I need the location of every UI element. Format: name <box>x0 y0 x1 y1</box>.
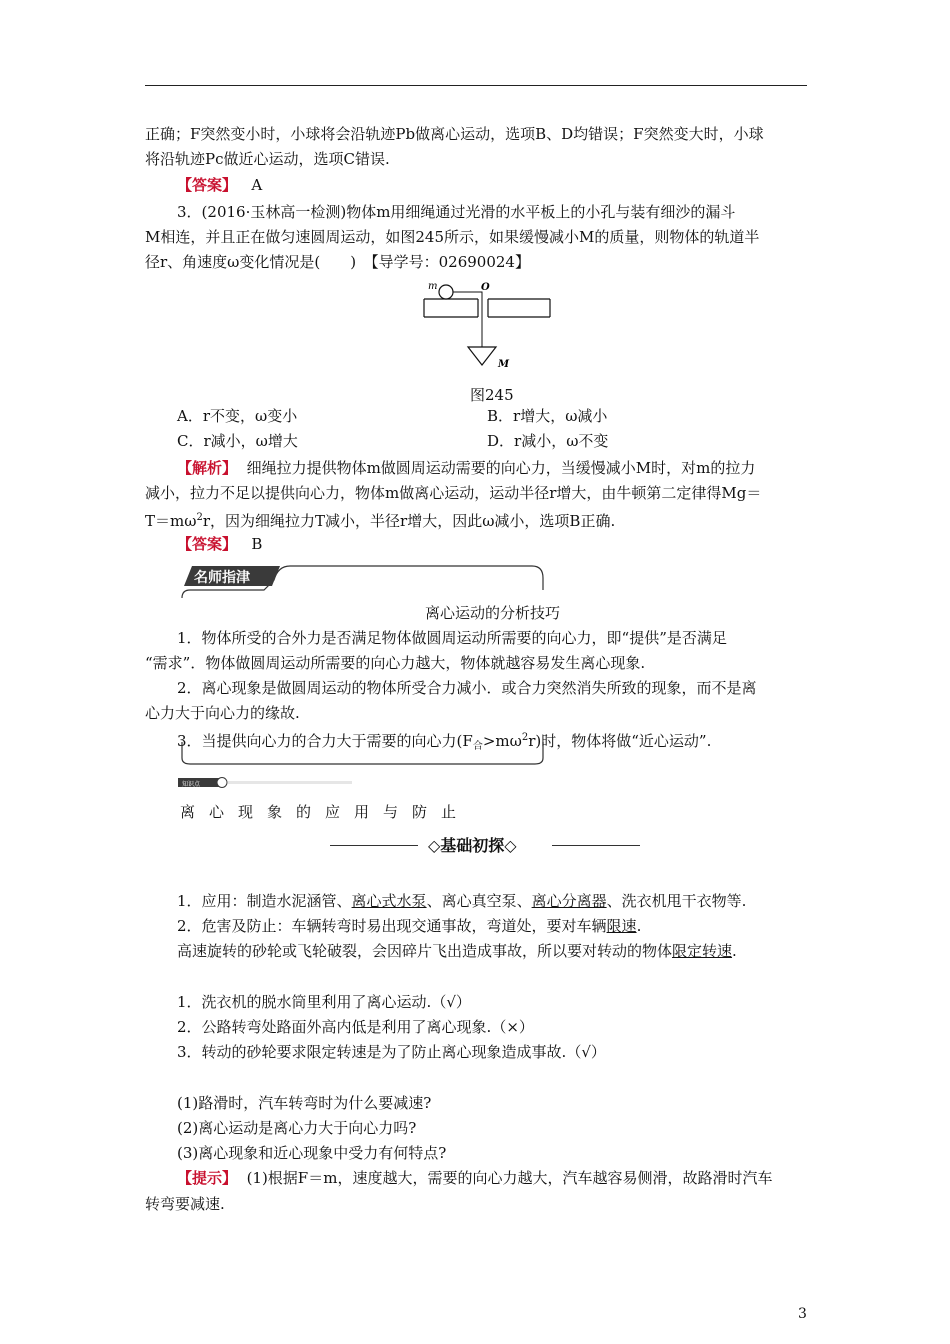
header-rule <box>145 85 807 86</box>
box-text-part: r)时，物体将做“近心运动”. <box>528 732 712 750</box>
box-text-part: >mω <box>482 732 522 750</box>
discussion-question: (2)离心运动是离心力大于向心力吗? <box>177 1119 417 1137</box>
judgment-item: 2．公路转弯处路面外高内低是利用了离心现象.（×） <box>177 1018 534 1036</box>
answer-line <box>177 534 262 554</box>
text-part: 1．应用：制造水泥涵管、 <box>177 892 352 910</box>
heading-rule-right <box>552 845 640 846</box>
figure-245 <box>418 279 558 374</box>
section-title: 离心现象的应用与防止 <box>180 803 471 821</box>
hint-text: (1)根据F＝m，速度越大，需要的向心力越大，汽车越容易侧滑，故路滑时汽车 <box>246 1169 773 1187</box>
analysis-line <box>177 458 755 478</box>
judgment-item: 1．洗衣机的脱水筒里利用了离心运动.（√） <box>177 993 471 1011</box>
text-part: . <box>636 917 642 935</box>
application-line <box>177 891 746 911</box>
option-a: A．r不变，ω变小 <box>177 407 298 425</box>
section-heading: ◇基础初探◇ <box>428 836 517 855</box>
box-text: 1．物体所受的合外力是否满足物体做圆周运动所需要的向心力，即“提供”是否满足 <box>177 629 727 647</box>
hint-label: 【提示】 <box>177 1169 238 1187</box>
text-part: . <box>732 942 737 960</box>
box-text: “需求”．物体做圆周运动所需要的向心力越大，物体就越容易发生离心现象. <box>145 654 646 672</box>
option-d: D．r减小，ω不变 <box>487 432 609 450</box>
answer-value: B <box>251 535 263 553</box>
analysis-text: T＝mω <box>145 512 197 530</box>
analysis-text: 细绳拉力提供物体m做圆周运动需要的向心力，当缓慢减小M时，对m的拉力 <box>246 459 756 477</box>
question-line: 径r、角速度ω变化情况是( ) 【导学号：02690024】 <box>145 253 530 271</box>
box-text: 3．当提供向心力的合力大于需要的向心力$(F_合>m\omega^2r)$时，物体将做“近心运动”. <box>177 732 712 752</box>
box-text-part: 3．当提供向心力的合力大于需要的向心力(F <box>177 732 473 750</box>
heading-rule-left <box>330 845 418 846</box>
underlined-term: 限速 <box>606 917 637 935</box>
answer-line <box>177 175 262 195</box>
text-part: 高速旋转的砂轮或飞轮破裂，会因碎片飞出造成事故，所以要对转动的物体 <box>177 942 673 960</box>
box-text: 心力大于向心力的缘故. <box>145 704 300 722</box>
discussion-question: (1)路滑时，汽车转弯时为什么要减速? <box>177 1094 432 1112</box>
analysis-line: 减小，拉力不足以提供向心力，物体m做离心运动，运动半径r增大，由牛顿第二定律得Mg＝ <box>145 484 762 502</box>
label-M: M <box>498 359 510 370</box>
figure-caption: 图245 <box>470 386 514 404</box>
analysis-text: r，因为细绳拉力T减小，半径r增大，因此ω减小，选项B正确. <box>202 512 616 530</box>
box-title: 离心运动的分析技巧 <box>425 604 561 622</box>
box-tag: 名师指津 <box>194 570 250 586</box>
text-part: 2．危害及防止：车辆转弯时易出现交通事故，弯道处，要对车辆 <box>177 917 607 935</box>
harm-line <box>177 941 737 961</box>
knowledge-point-tag <box>178 776 352 788</box>
analysis-line: $T=m\omega^2r$，因为细绳拉力T减小，半径r增大，因此ω减小，选项B正确. <box>145 512 616 530</box>
hint-line: 转弯要减速. <box>145 1195 225 1213</box>
underlined-term: 离心式水泵 <box>351 892 427 910</box>
subscript: 合 <box>472 741 483 752</box>
harm-line <box>177 916 641 936</box>
label-m: m <box>428 281 438 292</box>
text-line: 正确；F突然变小时，小球将会沿轨迹Pb做离心运动，选项B、D均错误；F突然变大时，小球 <box>145 125 764 143</box>
option-c: C．r减小，ω增大 <box>177 432 298 450</box>
box-text: 2．离心现象是做圆周运动的物体所受合力减小．或合力突然消失所致的现象，而不是离 <box>177 679 757 697</box>
question-line: 3．(2016·玉林高一检测)物体m用细绳通过光滑的水平板上的小孔与装有细沙的漏斗 <box>177 203 736 221</box>
text-line: 将沿轨迹Pc做近心运动，选项C错误. <box>145 150 390 168</box>
judgment-item: 3．转动的砂轮要求限定转速是为了防止离心现象造成事故.（√） <box>177 1043 606 1061</box>
answer-label: 【答案】 <box>177 535 238 553</box>
underlined-term: 离心分离器 <box>531 892 607 910</box>
answer-label: 【答案】 <box>177 176 238 194</box>
option-b: B．r增大，ω减小 <box>487 407 608 425</box>
underlined-term: 限定转速 <box>672 942 733 960</box>
hint-line <box>177 1168 772 1188</box>
answer-value: A <box>251 176 263 194</box>
page-number: 3 <box>798 1306 807 1322</box>
discussion-question: (3)离心现象和近心现象中受力有何特点? <box>177 1144 447 1162</box>
analysis-label: 【解析】 <box>177 459 238 477</box>
tag-text: 知识点 <box>182 781 201 788</box>
label-O: O <box>481 282 490 293</box>
question-line: M相连，并且正在做匀速圆周运动，如图245所示，如果缓慢减小M的质量，则物体的轨道半 <box>145 228 760 246</box>
text-part: 、离心真空泵、 <box>426 892 532 910</box>
text-part: 、洗衣机甩干衣物等. <box>606 892 747 910</box>
